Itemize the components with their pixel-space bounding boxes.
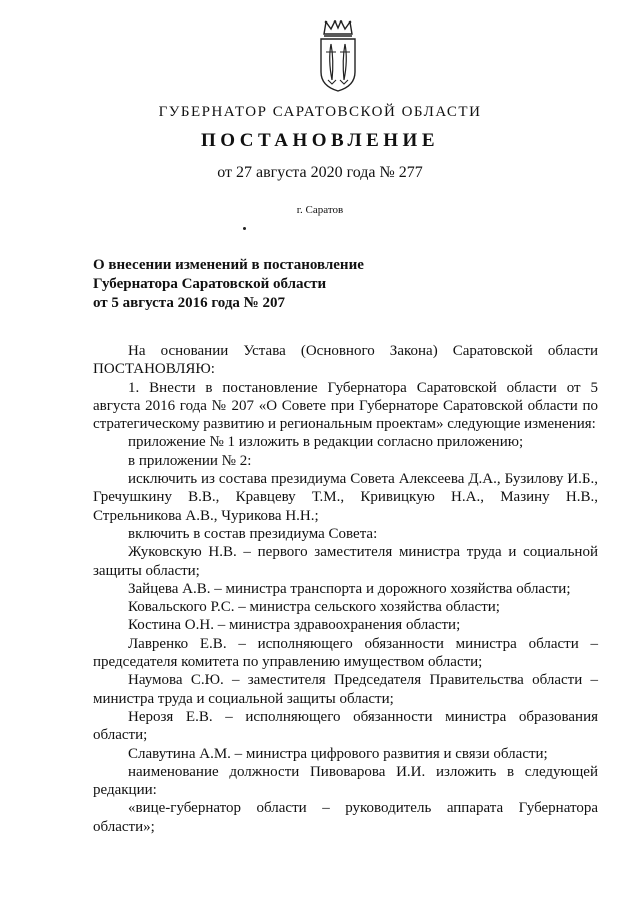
paragraph: На основании Устава (Основного Закона) Саратовской области ПОСТАНОВЛЯЮ: [93,343,598,378]
subject-line: О внесении изменений в постановление [93,257,364,273]
document-type-title: ПОСТАНОВЛЕНИЕ [200,130,440,151]
paragraph: приложение № 1 изложить в редакции согласно приложению; [128,434,524,451]
subject-line: Губернатора Саратовской области [93,276,327,292]
governor-heading: ГУБЕРНАТОР САРАТОВСКОЙ ОБЛАСТИ [158,104,482,120]
coat-of-arms-icon [318,20,358,92]
paragraph: Нерозя Е.В. – исполняющего обязанности министра образования области; [93,708,598,744]
paragraph: Наумова С.Ю. – заместителя Председателя Правительства области – министра труда и социальной защиты области; [93,672,598,707]
paragraph: Ковальского Р.С. – министра сельского хозяйства области; [128,599,500,616]
paragraph: в приложении № 2: [128,452,252,469]
paragraph: Лавренко Е.В. – исполняющего обязанности министра области – председателя комитета по управлению имуществом области; [93,635,598,671]
paragraph: 1. Внести в постановление Губернатора Саратовской области от 5 августа 2016 года № 207 «О Совете при Губернаторе Саратовской области по стратегическому развитию и региональным проектам» следующие изменения: [93,379,598,433]
city-label: г. Саратов [296,204,344,216]
paragraph: «вице-губернатор области – руководитель аппарата Губернатора области»; [93,800,598,835]
paragraph: Славутина А.М. – министра цифрового развития и связи области; [128,745,548,762]
paragraph: наименование должности Пивоварова И.И. изложить в следующей редакции: [93,763,598,799]
subject-line: от 5 августа 2016 года № 207 [93,295,285,311]
decree-subject [93,256,413,313]
stray-mark [243,227,246,230]
date-and-number: от 27 августа 2020 года № 277 [217,164,423,181]
paragraph: Зайцева А.В. – министра транспорта и дорожного хозяйства области; [128,580,571,597]
paragraph: Костина О.Н. – министра здравоохранения области; [128,617,461,634]
paragraph: включить в состав президиума Совета: [128,525,378,542]
decree-body [93,342,598,836]
paragraph: Жуковскую Н.В. – первого заместителя министра труда и социальной защиты области; [93,544,598,579]
paragraph: исключить из состава президиума Совета Алексеева Д.А., Бузилову И.Б., Гречушкину В.В., Кравцеву Т.М., Кривицкую Н.А., Мазину Н.В., Стрельникова А.В., Чурикова Н.Н.; [93,471,598,524]
